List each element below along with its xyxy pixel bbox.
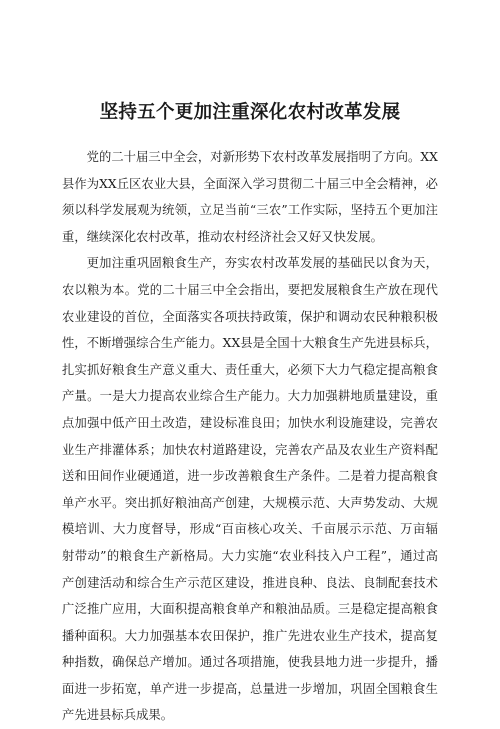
document-title: 坚持五个更加注重深化农村改革发展 — [99, 102, 401, 123]
document-body — [62, 144, 438, 729]
body-paragraph-2: 更加注重巩固粮食生产，夯实农村改革发展的基础民以食为天，农以粮为本。党的二十届三中全会指出，要把发展粮食生产放在现代农业建设的首位，全面落实各项扶持政策，保护和调动农民种粮积极性，不断增强综合生产能力。XX县是全国十大粮食生产先进县标兵，扎实抓好粮食生产意义重大、责任重大，必须下大力气稳定提高粮食产量。一是大力提高农业综合生产能力。大力加强耕地质量建设，重点加强中低产田土改造，建设标准良田；加快水利设施建设，完善农业生产排灌体系；加快农村道路建设，完善农产品及农业生产资料配送和田间作业硬通道，进一步改善粮食生产条件。二是着力提高粮食单产水平。突出抓好粮油高产创建，大规模示范、大声势发动、大规模培训、大力度督导，形成“百亩核心攻关、千亩展示示范、万亩辐射带动”的粮食生产新格局。大力实施“农业科技入户工程”，通过高产创建活动和综合生产示范区建设，推进良种、良法、良制配套技术广泛推广应用，大面积提高粮食单产和粮油品质。三是稳定提高粮食播种面积。大力加强基本农田保护，推广先进农业生产技术，提高复种指数，确保总产增加。通过各项措施，使我县地力进一步提升，播面进一步拓宽，单产进一步提高，总量进一步增加，巩固全国粮食生产先进县标兵成果。 — [62, 256, 438, 723]
body-paragraph-1: 党的二十届三中全会，对新形势下农村改革发展指明了方向。XX县作为XX丘区农业大县，全面深入学习贯彻二十届三中全会精神，必须以科学发展观为统领，立足当前“三农”工作实际，坚持五个更加注重，继续深化农村改革，推动农村经济社会又好又快发展。 — [62, 150, 438, 244]
